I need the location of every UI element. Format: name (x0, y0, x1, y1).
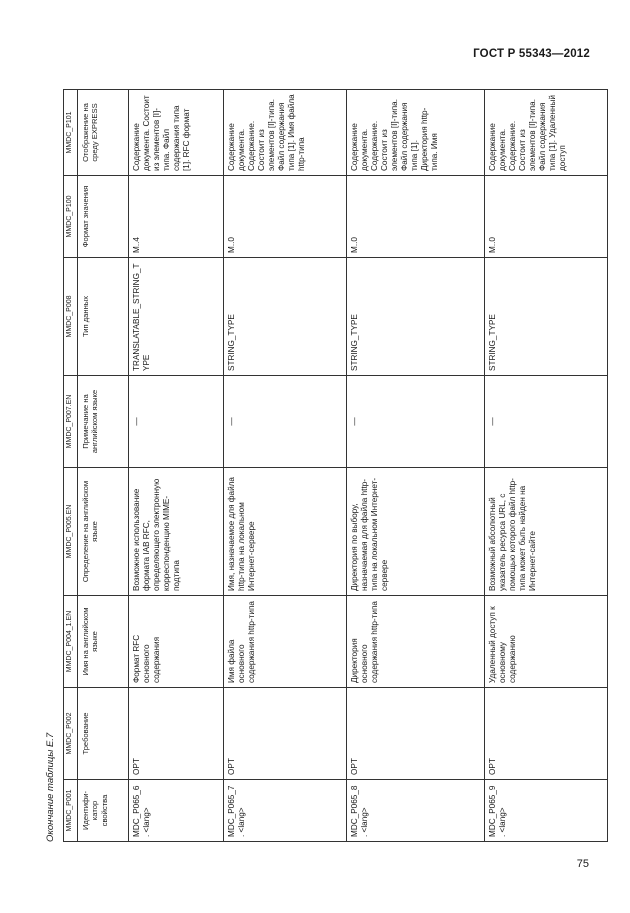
column-header: Идентифи-катор свойства (78, 780, 129, 842)
data-type-cell: STRING_TYPE (223, 258, 346, 376)
code-cell: MMDC_P004_1.EN (64, 596, 78, 688)
code-cell: MMDC_P101 (64, 90, 78, 176)
data-type-cell: STRING_TYPE (347, 258, 484, 376)
requirement-cell: OPT (223, 688, 346, 780)
column-header: Требование (78, 688, 129, 780)
value-format-cell: M..4 (129, 176, 224, 258)
requirement-cell: OPT (347, 688, 484, 780)
code-cell: MMDC_P002 (64, 688, 78, 780)
column-header: Примечание на английском языке (78, 376, 129, 468)
definition-en-cell: Директория по выбору, назначаемая для файла http-типа на локальном Интернет-сервере (347, 468, 484, 596)
definition-en-cell: Возможное использование формата IAB RFC, определяющего электронную корреспонденцию MIME-подтипа (129, 468, 224, 596)
note-en-cell: — (484, 376, 607, 468)
column-header: Отображение на среду EXPRESS (78, 90, 129, 176)
express-mapping-cell: Содержание документа. Состоит из элементов [I]-типа. Файл содержания типа [1]. RFC формат (129, 90, 224, 176)
note-en-cell: — (129, 376, 224, 468)
table-row (347, 90, 484, 842)
column-header: Формат значения (78, 176, 129, 258)
value-format-cell: M..0 (223, 176, 346, 258)
column-header: Определение на английском языке (78, 468, 129, 596)
value-format-cell: M..0 (484, 176, 607, 258)
express-mapping-cell: Содержание документа. Содержание. Состоит из элементов [I]-типа. Файл содержания типа [1]. Удаленный доступ (484, 90, 607, 176)
property-id-cell: MDC_P065_9. <lang> (484, 780, 607, 842)
note-en-cell: — (223, 376, 346, 468)
code-cell: MMDC_P008 (64, 258, 78, 376)
data-type-cell: STRING_TYPE (484, 258, 607, 376)
document-standard-header: ГОСТ Р 55343—2012 (473, 48, 590, 60)
column-header: Тип данных (78, 258, 129, 376)
requirement-cell: OPT (129, 688, 224, 780)
name-en-cell: Директория основного содержания http-типа (347, 596, 484, 688)
rotated-table-container (45, 90, 608, 842)
table-row (484, 90, 607, 842)
code-cell: MMDC_P100 (64, 176, 78, 258)
definition-en-cell: Возможный абсолютный указатель ресурса URL, с помощью которого файл http-типа может быть найден на Интернет-сайте (484, 468, 607, 596)
name-en-cell: Удаленный доступ к основному содержанию (484, 596, 607, 688)
table-caption: Окончание таблицы E.7 (45, 732, 56, 842)
name-en-cell: Имя файла основного содержания http-типа (223, 596, 346, 688)
specification-table (63, 89, 608, 842)
table-row (223, 90, 346, 842)
value-format-cell: M..0 (347, 176, 484, 258)
code-cell: MMDC_P007.EN (64, 376, 78, 468)
note-en-cell: — (347, 376, 484, 468)
column-header: Имя на английском языке (78, 596, 129, 688)
express-mapping-cell: Содержание документа. Содержание. Состоит из элементов [I]-типа. Файл содержания типа [1]. Имя файла http-типа (223, 90, 346, 176)
requirement-cell: OPT (484, 688, 607, 780)
name-en-cell: Формат RFC основного содержания (129, 596, 224, 688)
header-row (78, 90, 129, 842)
code-cell: MMDC_P001 (64, 780, 78, 842)
table-row (129, 90, 224, 842)
property-id-cell: MDC_P065_6. <lang> (129, 780, 224, 842)
page-number: 75 (576, 858, 589, 870)
property-id-cell: MDC_P065_7. <lang> (223, 780, 346, 842)
property-id-cell: MDC_P065_8. <lang> (347, 780, 484, 842)
code-cell: MMDC_P005.EN (64, 468, 78, 596)
data-type-cell: TRANSLATABLE_STRING_TYPE (129, 258, 224, 376)
express-mapping-cell: Содержание документа. Содержание. Состоит из элементов [I]-типа. Файл содержания типа [1]. Директория http-типа. Имя (347, 90, 484, 176)
definition-en-cell: Имя, назначаемое для файла http-типа на локальном Интернет-сервере (223, 468, 346, 596)
code-row (64, 90, 78, 842)
